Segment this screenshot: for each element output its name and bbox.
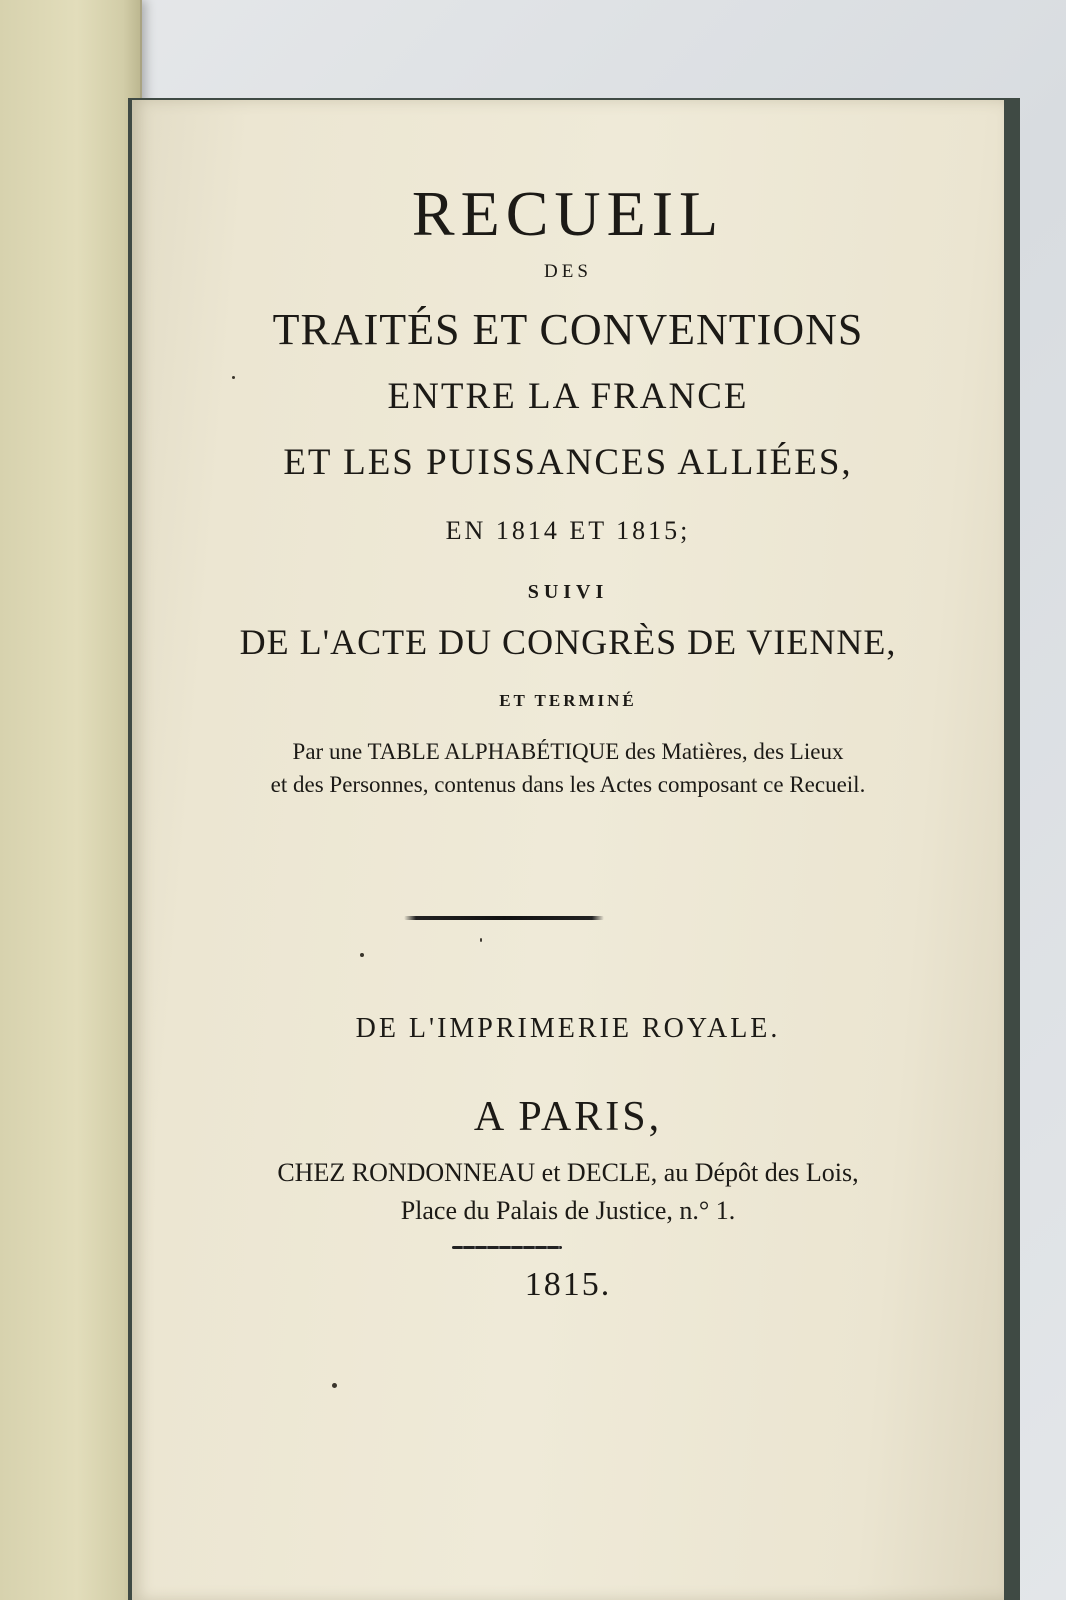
- termine-line: ET TERMINÉ: [499, 691, 637, 710]
- table-description-1: Par une TABLE ALPHABÉTIQUE des Matières, des Lieux: [292, 739, 844, 764]
- title-page: [132, 100, 1004, 1600]
- publisher-line-1: CHEZ RONDONNEAU et DECLE, au Dépôt des Lois,: [277, 1158, 859, 1187]
- publication-year: 1815.: [524, 1266, 612, 1303]
- decorative-short-rule: [452, 1246, 562, 1249]
- page-title: RECUEIL: [411, 178, 725, 249]
- paper-speck: [480, 938, 482, 942]
- subtitle-line-3: ET LES PUISSANCES ALLIÉES,: [283, 442, 853, 483]
- city-line: A PARIS,: [473, 1094, 663, 1140]
- imprint-line: DE L'IMPRIMERIE ROYALE.: [355, 1013, 781, 1044]
- left-page-leaf: [0, 0, 142, 1600]
- publisher-line-2: Place du Palais de Justice, n.° 1.: [400, 1196, 736, 1225]
- decorative-rule: [404, 916, 604, 920]
- paper-speck: [232, 376, 235, 379]
- subtitle-line-2: ENTRE LA FRANCE: [387, 376, 749, 417]
- paper-speck: [332, 1383, 337, 1388]
- acte-line: DE L'ACTE DU CONGRÈS DE VIENNE,: [239, 622, 897, 662]
- table-description-2: et des Personnes, contenus dans les Actes composant ce Recueil.: [270, 772, 866, 797]
- suivi-line: SUIVI: [527, 581, 609, 603]
- years-line: EN 1814 ET 1815;: [445, 516, 691, 545]
- subtitle-line-1: TRAITÉS ET CONVENTIONS: [272, 305, 864, 354]
- paper-speck: [360, 953, 364, 957]
- title-des: DES: [544, 261, 592, 282]
